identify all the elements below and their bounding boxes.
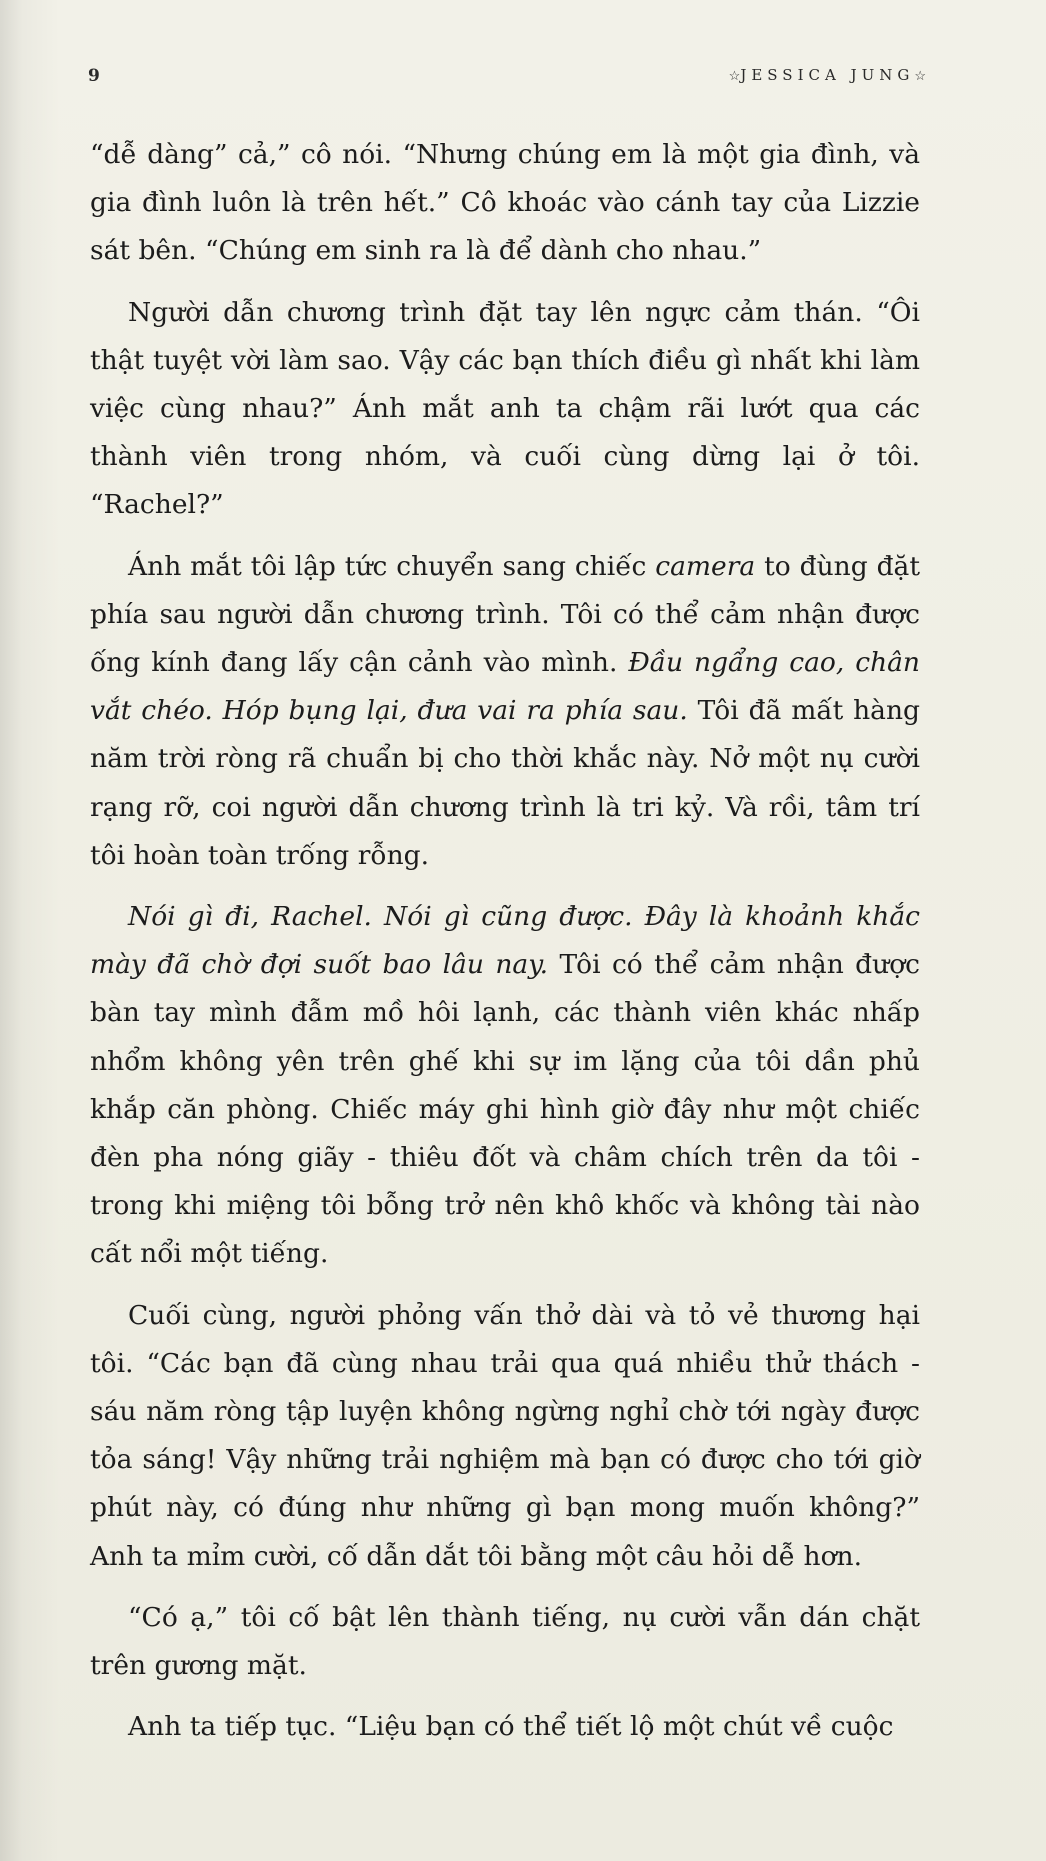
- page-number: 9: [88, 66, 100, 86]
- star-icon: ☆: [728, 69, 741, 84]
- text-run: to đùng đặt phía sau người dẫn chương trình. Tôi có thể cảm nhận được ống kính đang lấy cận cảnh vào mình.: [90, 550, 920, 679]
- paragraph: [90, 893, 920, 1279]
- text-run: Anh ta tiếp tục. “Liệu bạn có thể tiết lộ một chút về cuộc: [128, 1711, 894, 1743]
- paragraph: [90, 131, 920, 276]
- text-run: “dễ dàng” cả,” cô nói. “Nhưng chúng em là một gia đình, và gia đình luôn là trên hết.” Cô khoác vào cánh tay của Lizzie sát bên. “Chúng em sinh ra là để dành cho nhau.”: [90, 139, 920, 267]
- italic-text: camera: [655, 550, 756, 582]
- star-icon: ☆: [914, 69, 926, 84]
- paragraph: [90, 289, 920, 530]
- author-name: JESSICA JUNG: [740, 66, 915, 84]
- running-head: [729, 66, 926, 84]
- paragraph: [90, 1292, 920, 1581]
- paragraph: [90, 1703, 920, 1751]
- text-run: “Có ạ,” tôi cố bật lên thành tiếng, nụ cười vẫn dán chặt trên gương mặt.: [90, 1601, 920, 1682]
- body-text: [90, 131, 920, 1752]
- page-header: [88, 66, 926, 90]
- text-run: Người dẫn chương trình đặt tay lên ngực cảm thán. “Ôi thật tuyệt vời làm sao. Vậy các bạn thích điều gì nhất khi làm việc cùng nhau?” Ánh mắt anh ta chậm rãi lướt qua các thành viên trong nhóm, và cuối cùng dừng lại ở tôi. “Rachel?”: [90, 296, 920, 521]
- text-run: Cuối cùng, người phỏng vấn thở dài và tỏ vẻ thương hại tôi. “Các bạn đã cùng nhau trải qua quá nhiều thử thách - sáu năm ròng tập luyện không ngừng nghỉ chờ tới ngày được tỏa sáng! Vậy những trải nghiệm mà bạn có được cho tới giờ phút này, có đúng như những gì bạn mong muốn không?” Anh ta mỉm cười, cố dẫn dắt tôi bằng một câu hỏi dễ hơn.: [90, 1299, 920, 1572]
- text-run: Tôi có thể cảm nhận được bàn tay mình đẫm mồ hôi lạnh, các thành viên khác nhấp nhổm không yên trên ghế khi sự im lặng của tôi dần phủ khắp căn phòng. Chiếc máy ghi hình giờ đây như một chiếc đèn pha nóng giãy - thiêu đốt và châm chích trên da tôi - trong khi miệng tôi bỗng trở nên khô khốc và không tài nào cất nổi một tiếng.: [90, 949, 920, 1270]
- paragraph: [90, 1594, 920, 1690]
- text-run: Ánh mắt tôi lập tức chuyển sang chiếc: [128, 550, 656, 582]
- italic-text: Đầu ngẩng cao, chân vắt chéo. Hóp bụng lại, đưa vai ra phía sau.: [90, 647, 920, 727]
- paragraph: [90, 543, 920, 880]
- italic-text: Nói gì đi, Rachel. Nói gì cũng được. Đây là khoảnh khắc mày đã chờ đợi suốt bao lâu nay.: [90, 901, 920, 981]
- text-run: Tôi đã mất hàng năm trời ròng rã chuẩn bị cho thời khắc này. Nở một nụ cười rạng rỡ, coi người dẫn chương trình là tri kỷ. Và rồi, tâm trí tôi hoàn toàn trống rỗng.: [90, 695, 920, 871]
